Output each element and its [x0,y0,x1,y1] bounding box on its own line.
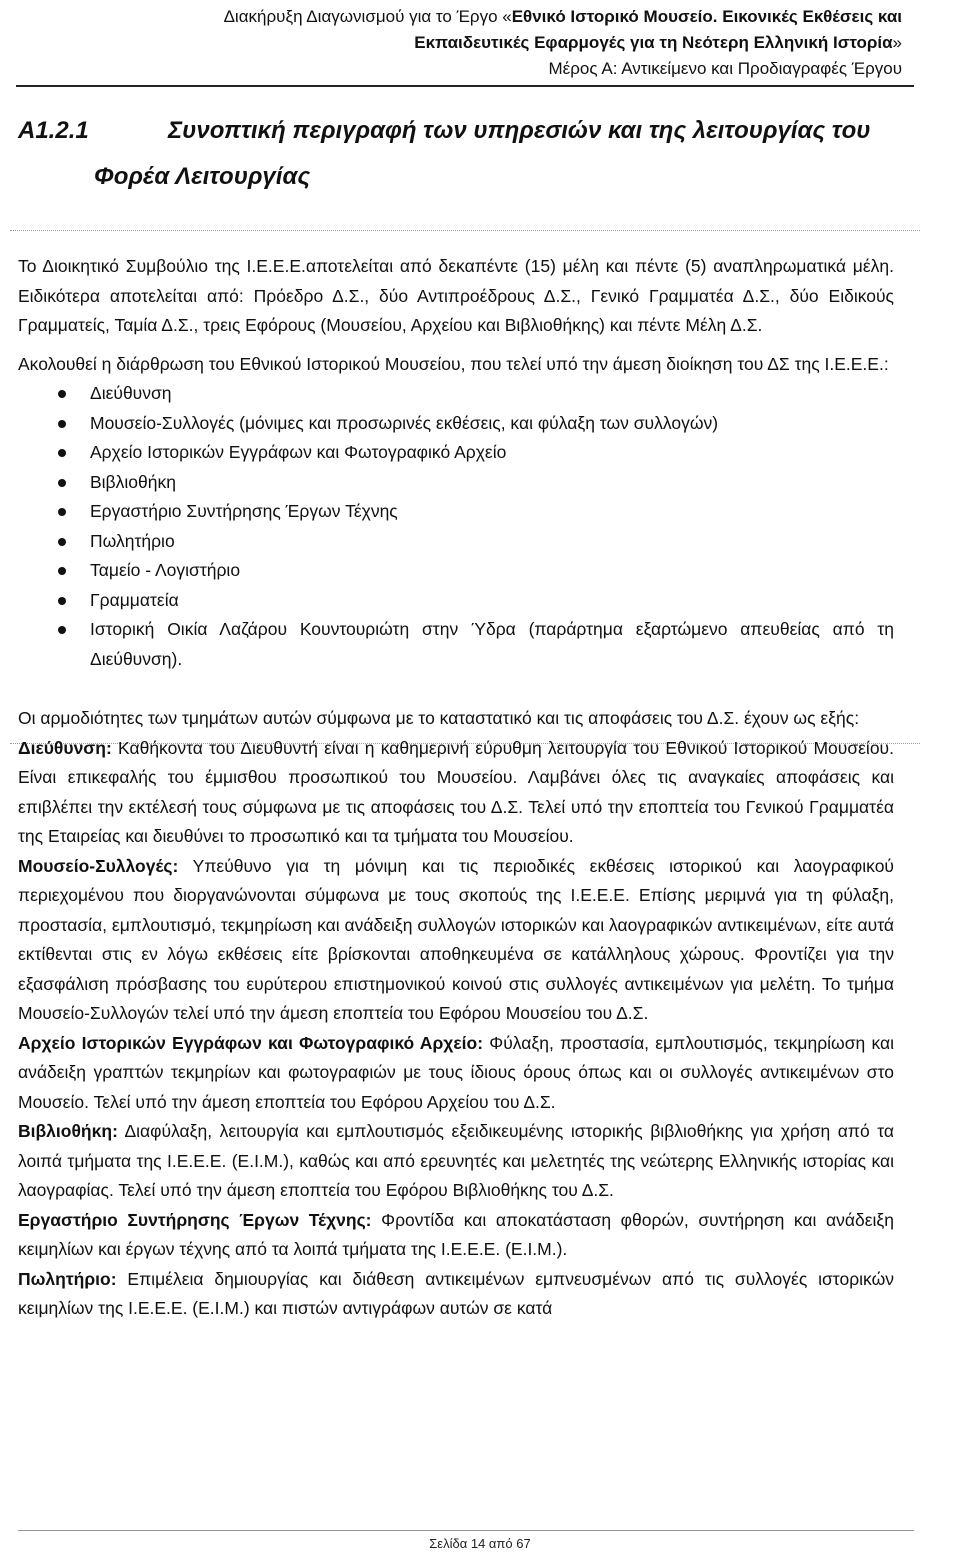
list-item: Αρχείο Ιστορικών Εγγράφων και Φωτογραφικό Αρχείο [18,438,894,468]
section-title-line-2: Φορέα Λειτουργίας [94,163,311,190]
intro-paragraph-2: Ακολουθεί η διάρθρωση του Εθνικού Ιστορικού Μουσείου, που τελεί υπό την άμεση διοίκηση του ΔΣ της Ι.Ε.Ε.Ε.: [18,353,889,374]
intro-paragraph-1: Το Διοικητικό Συμβούλιο της Ι.Ε.Ε.Ε.αποτελείται από δεκαπέντε (15) μέλη και πέντε (5) αναπληρωματικά μέλη. Ειδικότερα αποτελείται από: Πρόεδρο Δ.Σ., δύο Αντιπροέδρους Δ.Σ., Γενικό Γραμματέα Δ.Σ., δύο Ειδικούς Γραμματείς, Ταμία Δ.Σ., τρεις Εφόρους (Μουσείου, Αρχείου και Βιβλιοθήκης) και πέντε Μέλη Δ.Σ. [18,256,894,335]
responsibility-library: Βιβλιοθήκη: Διαφύλαξη, λειτουργία και εμπλουτισμός εξειδικευμένης ιστορικής βιβλιοθήκης για χρήση από τα λοιπά τμήματα της Ι.Ε.Ε.Ε. (Ε.Ι.Μ.), καθώς και από ερευνητές και μελετητές της νεώτερης Ελληνικής ιστορίας και λαογραφίας. Τελεί υπό την άμεση εποπτεία του Εφόρου Βιβλιοθήκης του Δ.Σ. [18,1121,894,1200]
list-item: Ιστορική Οικία Λαζάρου Κουντουριώτη στην Ύδρα (παράρτημα εξαρτώμενο απευθείας από τη Διεύθυνση). [18,615,894,674]
responsibility-label: Πωλητήριο: [18,1268,117,1289]
responsibility-archive: Αρχείο Ιστορικών Εγγράφων και Φωτογραφικό Αρχείο: Φύλαξη, προστασία, εμπλουτισμός, τεκμηρίωση και ανάδειξη γραπτών τεκμηρίων και φωτογραφιών με τους ίδιους όρους όπως και οι συλλογές αντικειμένων στο Μουσείο. Τελεί υπό την άμεση εποπτεία του Εφόρου Αρχείου του Δ.Σ. [18,1032,894,1112]
responsibility-label: Μουσείο-Συλλογές: [18,855,179,876]
section-heading [18,108,950,200]
list-item: Πωλητήριο [18,527,894,557]
list-item: Βιβλιοθήκη [18,468,894,498]
header-line-3: Μέρος Α: Αντικείμενο και Προδιαγραφές Έργου [548,59,902,78]
header-rule [16,85,914,87]
page-header [60,4,902,82]
list-item: Γραμματεία [18,586,894,616]
page-number: Σελίδα 14 από 67 [429,1536,531,1551]
responsibility-label: Αρχείο Ιστορικών Εγγράφων και Φωτογραφικό Αρχείο: [18,1032,484,1053]
responsibility-label: Εργαστήριο Συντήρησης Έργων Τέχνης: [18,1209,372,1230]
section-title-line-1: Συνοπτική περιγραφή των υπηρεσιών και της λειτουργίας του [168,117,871,144]
list-item: Εργαστήριο Συντήρησης Έργων Τέχνης [18,497,894,527]
footer-rule [18,1530,914,1531]
responsibility-label: Διεύθυνση: [18,737,112,758]
responsibility-conservation: Εργαστήριο Συντήρησης Έργων Τέχνης: Φροντίδα και αποκατάσταση φθορών, συντήρηση και ανάδειξη κειμηλίων και έργων τέχνης από τα λοιπά τμήματα της Ι.Ε.Ε.Ε. (Ε.Ι.Μ.). [18,1209,894,1259]
header-line-2: Εκπαιδευτικές Εφαρμογές για τη Νεότερη Ελληνική Ιστορία» [414,33,902,52]
responsibility-museum: Μουσείο-Συλλογές: Υπεύθυνο για τη μόνιμη και τις περιοδικές εκθέσεις ιστορικού και λαογραφικού περιεχομένου που διοργανώνονται σύμφωνα με τους σκοπούς της Ι.Ε.Ε.Ε. Επίσης μεριμνά για τη φύλαξη, προστασία, εμπλουτισμό, τεκμηρίωση και ανάδειξη συλλογών ιστορικών και λαογραφικών αντικειμένων, είτε αυτά εκτίθενται στις εν λόγω εκθέσεις είτε βρίσκονται αποθηκευμένα σε κατάλληλους χώρους. Φροντίζει για την εξασφάλιση πρόσβασης του ευρύτερου επιστημονικού κοινού στις συλλογές αντικειμένων για μελέτη. Το τμήμα Μουσείο-Συλλογών τελεί υπό την άμεση εποπτεία του Εφόρου Μουσείου του Δ.Σ. [18,855,894,1023]
header-line-1: Διακήρυξη Διαγωνισμού για το Έργο «Εθνικό Ιστορικό Μουσείο. Εικονικές Εκθέσεις και [223,7,902,26]
section-number: Α1.2.1 [18,117,89,144]
list-item: Ταμείο - Λογιστήριο [18,556,894,586]
responsibility-direction: Διεύθυνση: Καθήκοντα του Διευθυντή είναι η καθημερινή εύρυθμη λειτουργία του Εθνικού Ιστορικού Μουσείου. Είναι επικεφαλής του έμμισθου προσωπικού του Μουσείου. Λαμβάνει όλες τις αναγκαίες αποφάσεις και επιβλέπει την εκτέλεσή τους σύμφωνα με τις αποφάσεις του Δ.Σ. Τελεί υπό την εποπτεία του Γενικού Γραμματέα της Εταιρείας και διευθύνει το προσωπικό και τα τμήματα του Μουσείου. [18,737,894,846]
department-list [18,379,894,674]
list-item: Μουσείο-Συλλογές (μόνιμες και προσωρινές εκθέσεις, και φύλαξη των συλλογών) [18,409,894,439]
responsibility-label: Βιβλιοθήκη: [18,1121,118,1141]
responsibilities-intro: Οι αρμοδιότητες των τμημάτων αυτών σύμφωνα με το καταστατικό και τις αποφάσεις του Δ.Σ. έχουν ως εξής: [18,708,860,728]
body-content [18,252,894,1324]
responsibility-shop: Πωλητήριο: Επιμέλεια δημιουργίας και διάθεση αντικειμένων εμπνευσμένων από τις συλλογές ιστορικών κειμηλίων της Ι.Ε.Ε.Ε. (Ε.Ι.Μ.) και πιστών αντιγράφων αυτών σε κατά [18,1268,894,1318]
list-item: Διεύθυνση [18,379,894,409]
